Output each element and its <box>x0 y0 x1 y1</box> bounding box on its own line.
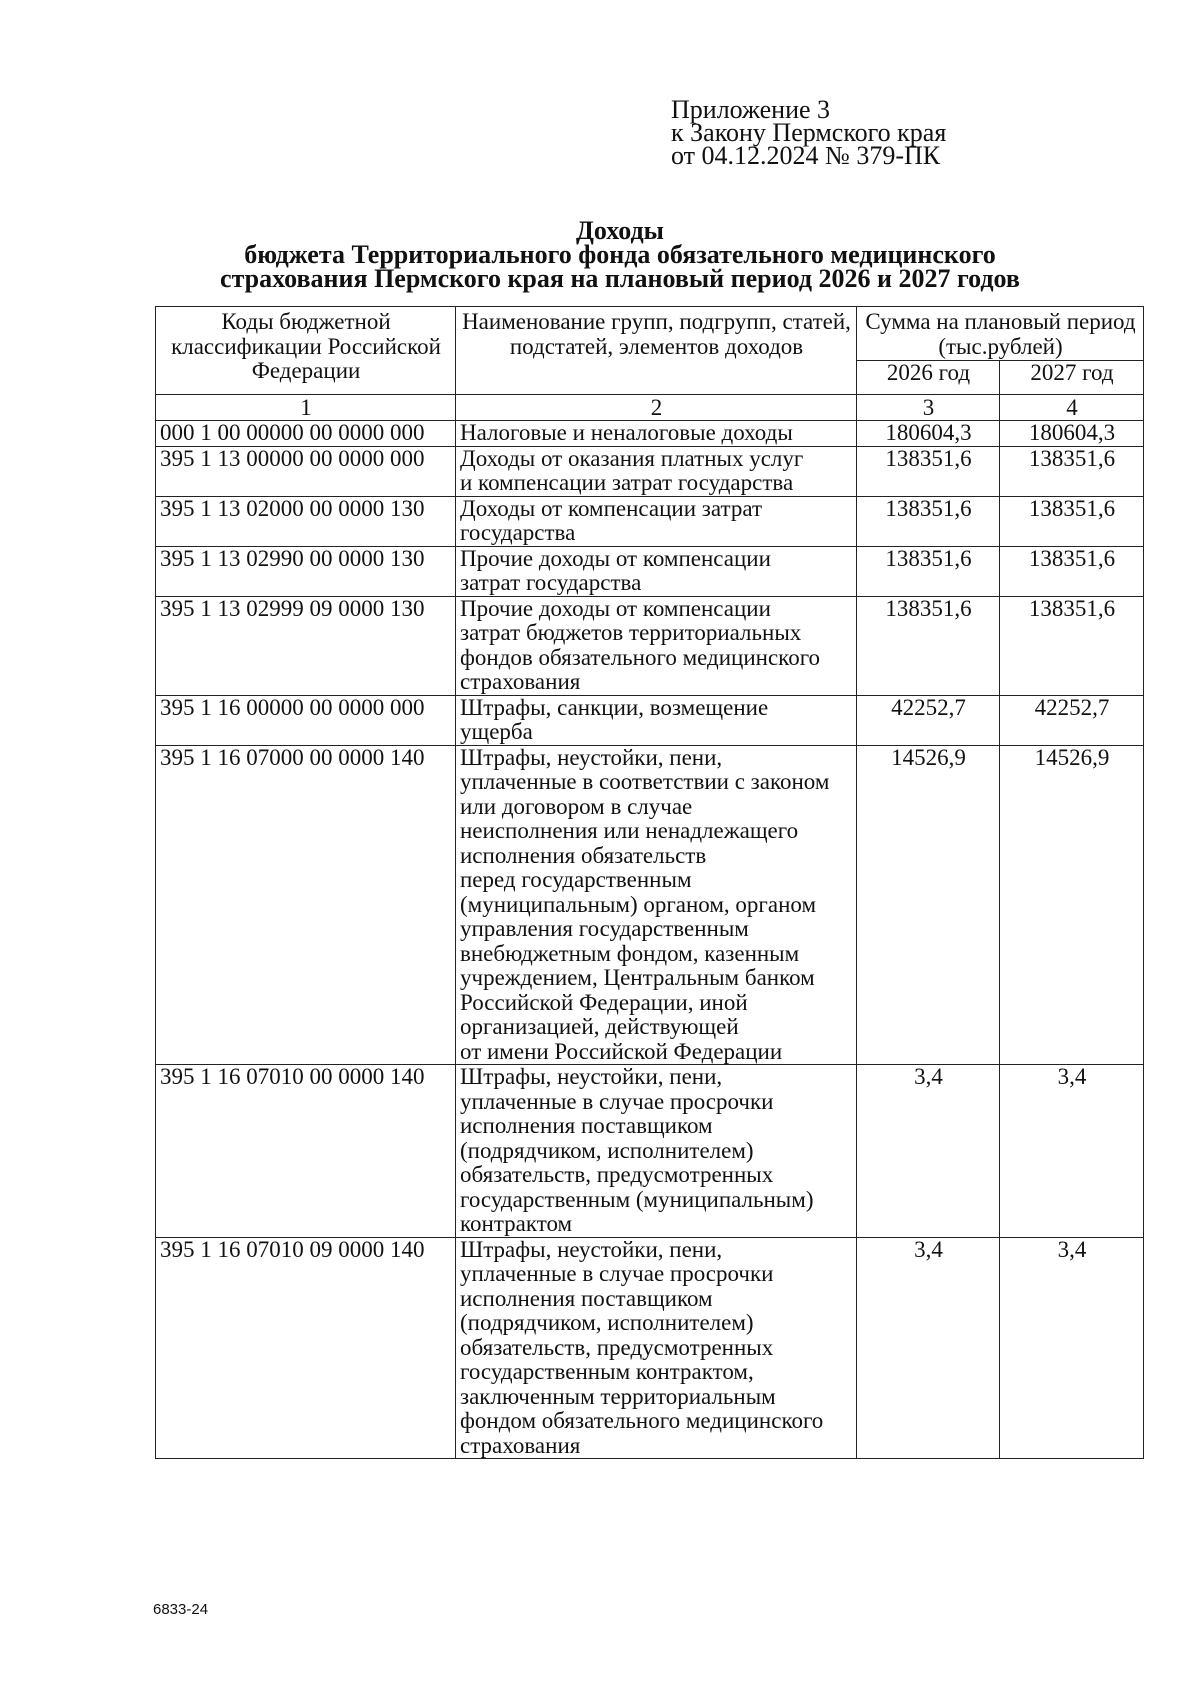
budget-code: 000 1 00 00000 00 0000 000 <box>156 421 456 447</box>
revenue-name: Штрафы, неустойки, пени, уплаченные в соответствии с законом или договором в случае неисполнения или ненадлежащего исполнения обязательств перед государственным (муниципальным) органом, органом управления государственным внебюджетным фондом, казенным учреждением, Центральным банком Российской Федерации, иной организацией, действующей от имени Российской Федерации <box>456 745 857 1065</box>
amount-2027: 138351,6 <box>1000 546 1144 596</box>
revenue-name: Штрафы, неустойки, пени, уплаченные в случае просрочки исполнения поставщиком (подрядчиком, исполнителем) обязательств, предусмотренных государственным контрактом, заключенным территориальным фондом обязательного медицинского страхования <box>456 1237 857 1459</box>
revenue-name: Доходы от оказания платных услуг и компенсации затрат государства <box>456 446 857 496</box>
annex-law-reference: к Закону Пермского края <box>671 118 947 147</box>
document-title <box>150 216 1090 293</box>
revenue-name: Налоговые и неналоговые доходы <box>456 421 857 447</box>
revenue-name: Прочие доходы от компенсации затрат государства <box>456 546 857 596</box>
revenue-name: Прочие доходы от компенсации затрат бюджетов территориальных фондов обязательного медицинского страхования <box>456 596 857 695</box>
amount-2027: 180604,3 <box>1000 421 1144 447</box>
revenue-name: Штрафы, неустойки, пени, уплаченные в случае просрочки исполнения поставщиком (подрядчиком, исполнителем) обязательств, предусмотренных государственным (муниципальным) контрактом <box>456 1065 857 1238</box>
budget-code: 395 1 16 07010 00 0000 140 <box>156 1065 456 1238</box>
amount-2027: 138351,6 <box>1000 596 1144 695</box>
header-codes: Коды бюджетной классификации Российской Федерации <box>156 307 456 395</box>
column-number-row <box>156 395 1144 421</box>
table-row <box>156 421 1144 447</box>
title-line-3: страхования Пермского края на плановый период 2026 и 2027 годов <box>220 264 1020 293</box>
annex-date-number: от 04.12.2024 № 379-ПК <box>671 141 941 170</box>
table-row <box>156 596 1144 695</box>
table-row <box>156 695 1144 745</box>
header-name: Наименование групп, подгрупп, статей, подстатей, элементов доходов <box>456 307 857 395</box>
revenue-name: Доходы от компенсации затрат государства <box>456 496 857 546</box>
table-row <box>156 446 1144 496</box>
amount-2027: 138351,6 <box>1000 496 1144 546</box>
column-number: 4 <box>1000 395 1144 421</box>
amount-2027: 42252,7 <box>1000 695 1144 745</box>
table-row <box>156 1237 1144 1459</box>
budget-code: 395 1 16 00000 00 0000 000 <box>156 695 456 745</box>
header-year-2027: 2027 год <box>1000 361 1144 395</box>
column-number: 3 <box>857 395 1000 421</box>
table-row <box>156 546 1144 596</box>
budget-code: 395 1 13 02999 09 0000 130 <box>156 596 456 695</box>
title-line-2: бюджета Территориального фонда обязательного медицинского <box>244 240 996 269</box>
amount-2026: 3,4 <box>857 1065 1000 1238</box>
amount-2027: 3,4 <box>1000 1065 1144 1238</box>
budget-code: 395 1 13 00000 00 0000 000 <box>156 446 456 496</box>
amount-2026: 42252,7 <box>857 695 1000 745</box>
budget-code: 395 1 16 07010 09 0000 140 <box>156 1237 456 1459</box>
amount-2026: 138351,6 <box>857 546 1000 596</box>
annex-reference <box>671 95 947 170</box>
amount-2026: 138351,6 <box>857 446 1000 496</box>
amount-2026: 138351,6 <box>857 596 1000 695</box>
budget-code: 395 1 13 02990 00 0000 130 <box>156 546 456 596</box>
table-row <box>156 1065 1144 1238</box>
revenue-name: Штрафы, санкции, возмещение ущерба <box>456 695 857 745</box>
budget-code: 395 1 13 02000 00 0000 130 <box>156 496 456 546</box>
budget-code: 395 1 16 07000 00 0000 140 <box>156 745 456 1065</box>
annex-title: Приложение 3 <box>671 95 831 124</box>
amount-2026: 14526,9 <box>857 745 1000 1065</box>
amount-2026: 180604,3 <box>857 421 1000 447</box>
document-number: 6833-24 <box>153 1601 209 1618</box>
header-sum: Сумма на плановый период (тыс.рублей) <box>857 307 1144 361</box>
revenue-table <box>155 306 1144 1459</box>
column-number: 2 <box>456 395 857 421</box>
amount-2027: 138351,6 <box>1000 446 1144 496</box>
header-year-2026: 2026 год <box>857 361 1000 395</box>
amount-2026: 138351,6 <box>857 496 1000 546</box>
column-number: 1 <box>156 395 456 421</box>
amount-2027: 14526,9 <box>1000 745 1144 1065</box>
table-row <box>156 745 1144 1065</box>
table-row <box>156 496 1144 546</box>
amount-2027: 3,4 <box>1000 1237 1144 1459</box>
title-line-1: Доходы <box>576 216 664 245</box>
amount-2026: 3,4 <box>857 1237 1000 1459</box>
table-header-row <box>156 307 1144 361</box>
